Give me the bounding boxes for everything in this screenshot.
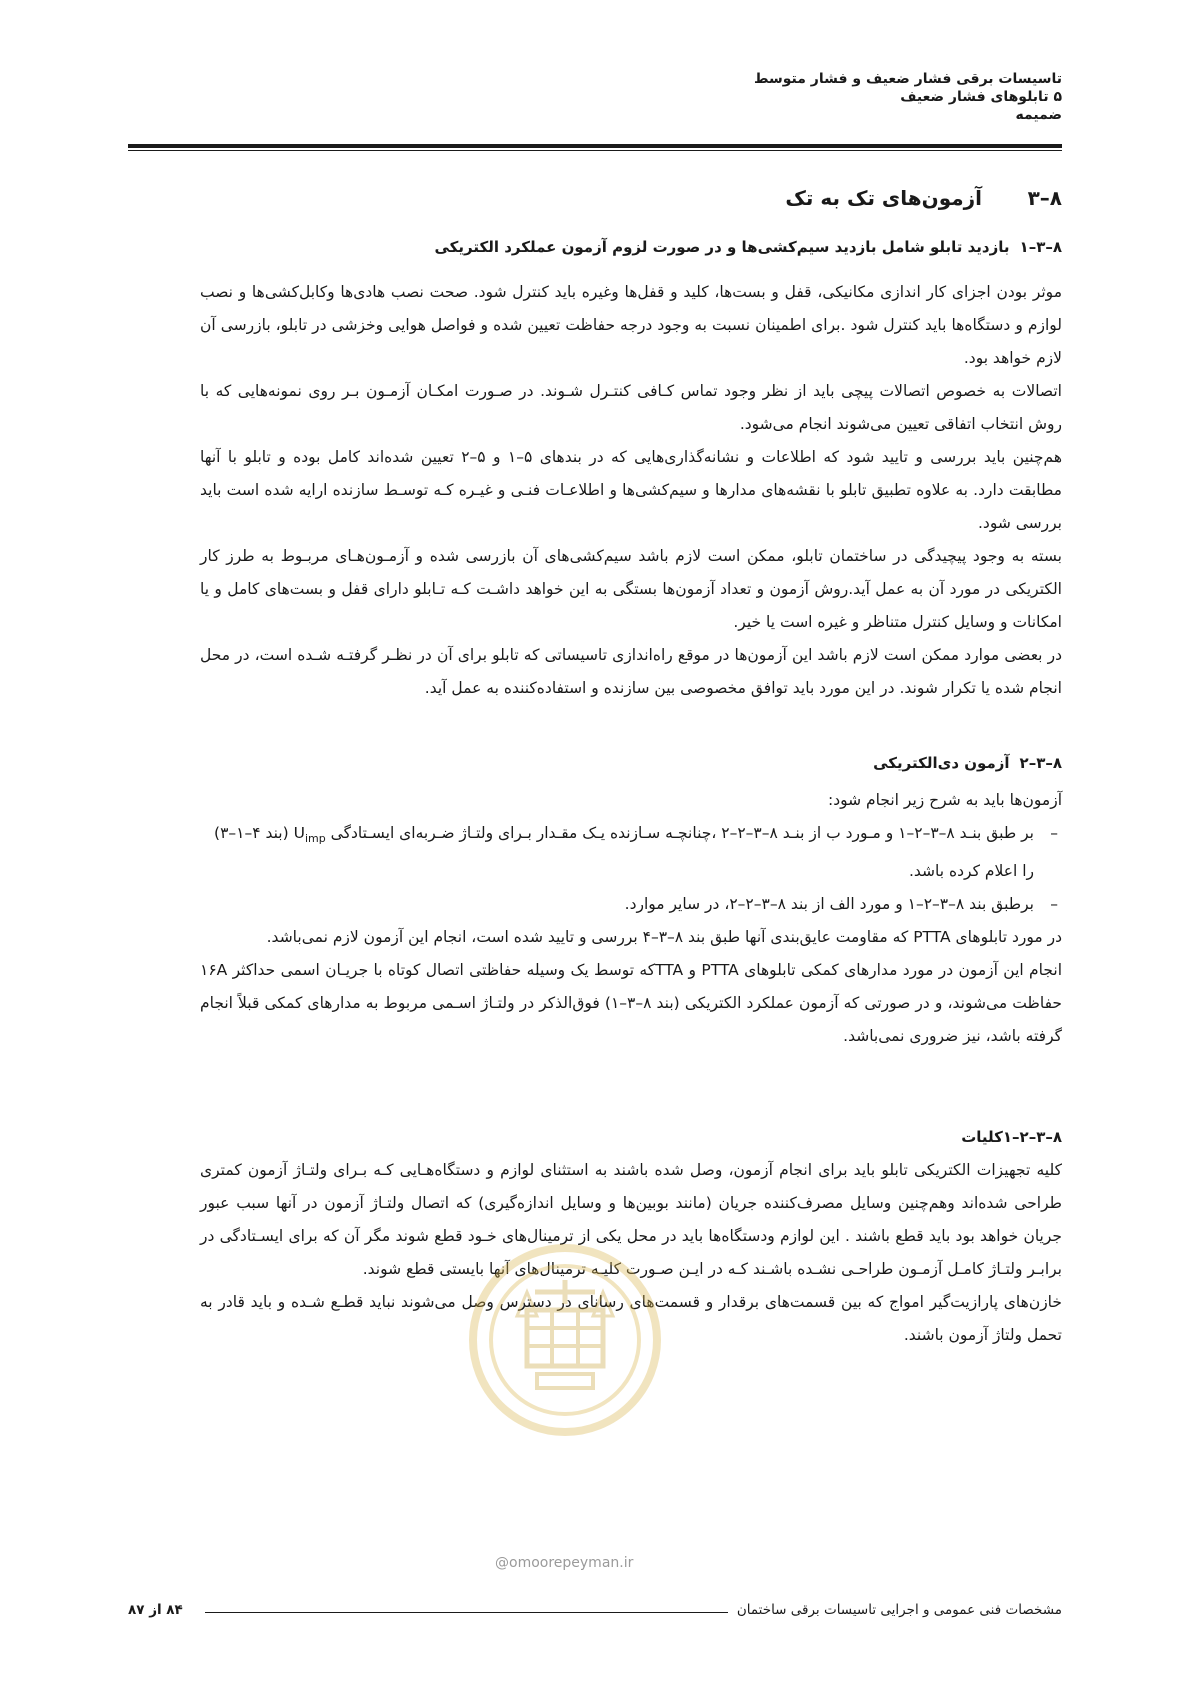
subsection-title-1: بازدید تابلو شامل بازدید سیم‌کشی‌ها و در صورت لزوم آزمون عملکرد الکتریکی xyxy=(434,238,1010,256)
footer-title: مشخصات فنی عمومی و اجرایی تاسیسات برقی ساختمان xyxy=(736,1602,1062,1618)
paragraph: اتصالات به خصوص اتصالات پیچی باید از نظر وجود تماس کـافی کنتـرل شـوند. در صـورت امکـان آزمـون بـر روی نمونه‌هایی که با روش انتخاب اتفاقی تعیین می‌شوند انجام می‌شود. xyxy=(200,382,1062,433)
list-item-text: برطبق بند ۸–۳–۲–۱ و مورد الف از بند ۸–۳–۲–۲، در سایر موارد. xyxy=(624,895,1034,914)
intro-line: آزمون‌ها باید به شرح زیر انجام شود: xyxy=(827,791,1062,809)
header-line-3: ضمیمه xyxy=(1015,107,1062,123)
subsection-number-1: ۸–۳–۱ xyxy=(1019,238,1062,256)
subsection-number-2: ۸–۳–۲ xyxy=(1019,754,1062,772)
subsection-title-3: کلیات xyxy=(961,1128,1003,1146)
list-dash: – xyxy=(1050,824,1058,842)
section-title: آزمون‌های تک به تک xyxy=(785,186,982,210)
page-current: ۸۴ xyxy=(166,1602,183,1618)
watermark-site: omoorepeyman.ir xyxy=(509,1555,634,1571)
header-line-1: تاسیسات برقی فشار ضعیف و فشار متوسط xyxy=(753,71,1062,87)
paragraph: خازن‌های پارازیت‌گیر امواج که بین قسمت‌های برقدار و قسمت‌های رسانای در دسترس وصل می‌شوند نباید قطـع شـده و باید قادر به تحمل ولتاژ آزمون باشند. xyxy=(200,1293,1062,1344)
paragraph: هم‌چنین باید بررسی و تایید شود که اطلاعات و نشانه‌گذاری‌هایی که در بندهای ۵–۱ و ۵–۲ تعیین شده‌اند کامل بوده و تابلو با آنها مطابقت دارد. به علاوه تطبیق تابلو با نقشه‌های مدارها و سیم‌کشی‌ها و اطلاعـات فنـی و غیـره کـه توسـط سازنده ارایه شده است باید بررسی شود. xyxy=(200,448,1062,532)
watermark-logo xyxy=(465,1240,665,1440)
subsection-heading-3 xyxy=(961,1128,1062,1146)
subsection-heading-2 xyxy=(873,754,1062,772)
uimp-subscript: imp xyxy=(304,832,326,846)
watermark-text: @omoorepeyman.ir xyxy=(495,1555,634,1571)
section-number: ۸–۳ xyxy=(1027,186,1062,210)
page-total: ۸۷ xyxy=(128,1602,145,1618)
header-rule-thick xyxy=(128,144,1062,148)
running-header xyxy=(754,70,1062,124)
list-item xyxy=(200,817,1062,888)
subsection-body-1 xyxy=(200,276,1062,705)
paragraph: در بعضی موارد ممکن است لازم باشد این آزمون‌ها در موقع راه‌اندازی تاسیساتی که تابلو برای آن در نظـر گرفتـه شـده است، در محل انجام شده یا تکرار شوند. در این مورد باید توافق مخصوصی بین سازنده و استفاده‌کننده به عمل آید. xyxy=(200,646,1062,697)
subsection-heading-1 xyxy=(435,238,1063,256)
footer-rule xyxy=(205,1612,728,1613)
paragraph: در مورد تابلوهای PTTA که مقاومت عایق‌بندی آنها طبق بند ۸–۳–۴ بررسی و تایید شده است، انجام این آزمون لازم نمی‌باشد. xyxy=(266,928,1062,947)
header-rule-thin xyxy=(128,150,1062,151)
subsection-body-2 xyxy=(200,784,1062,1053)
uimp-symbol xyxy=(293,824,326,846)
list-item-text: بر طبق بنـد ۸–۳–۲–۱ و مـورد ب از بنـد ۸–۳–۲–۲ ،چنانچـه سـازنده یـک مقـدار بـرای ولتـاژ ضـربه‌ای ایسـتادگی xyxy=(330,824,1034,842)
page-number xyxy=(128,1602,183,1618)
paragraph: کلیه تجهیزات الکتریکی تابلو باید برای انجام آزمون، وصل شده باشند به استثنای لوازم و دستگاه‌هـایی کـه بـرای ولتـاژ آزمون کمتری طراحی شده‌اند وهم‌چنین وسایل مصرف‌کننده جریان (مانند بوبین‌ها و وسایل اندازه‌گیری) که اتصال ولتـاژ آزمون در آنها سبب عبور جریان خواهد بود باید قطع باشند . این لوازم ودستگاه‌ها باید در محل یکی از ترمینال‌های خـود قطع شوند مگر آن که برای ایسـتادگی در برابـر ولتـاژ کامـل آزمـون طراحـی نشـده باشـند کـه در ایـن صـورت کلیـه ترمینال‌های آنها بایستی قطع شوند. xyxy=(200,1161,1062,1278)
section-heading xyxy=(785,186,1062,210)
subsection-number-3: ۸–۳–۲–۱ xyxy=(1002,1128,1062,1146)
list-dash: – xyxy=(1050,895,1058,914)
header-line-2: ۵ تابلوهای فشار ضعیف xyxy=(900,89,1062,105)
list-item xyxy=(200,888,1062,921)
page-of: از xyxy=(149,1602,162,1618)
paragraph: موثر بودن اجزای کار اندازی مکانیکی، قفل و بست‌ها، کلید و قفل‌ها وغیره باید کنترل شود. صحت نصب هادی‌ها وکابل‌کشی‌ها و نصب لوازم و دستگاه‌ها باید کنترل شود .برای اطمینان نسبت به وجود درجه حفاظت تعیین شده و فواصل هوایی وخزشی در تابلو، بازرسی آن لازم خواهد بود. xyxy=(200,283,1062,367)
subsection-title-2: آزمون دی‌الکتریکی xyxy=(873,754,1010,772)
paragraph: انجام این آزمون در مورد مدارهای کمکی تابلوهای PTTA و TTAکه توسط یک وسیله حفاظتی اتصال کوتاه با جریـان اسمی حداکثر ۱۶A حفاظت می‌شوند، و در صورتی که آزمون عملکرد الکتریکی (بند ۸–۳–۱) فوق‌الذکر در ولتـاژ اسـمی مربوط به مدارهای کمکی قبلاً انجام گرفته باشد، نیز ضروری نمی‌باشد. xyxy=(200,961,1063,1046)
uimp-letter: U xyxy=(293,824,305,842)
list-item-tail: (بند ۴–۱–۳) را اعلام کرده باشد. xyxy=(214,824,1034,881)
paragraph: بسته به وجود پیچیدگی در ساختمان تابلو، ممکن است لازم باشد سیم‌کشی‌های آن بازرسی شده و آزمـون‌هـای مربـوط به طرز کار الکتریکی در مورد آن به عمل آید.روش آزمون و تعداد آزمون‌ها بستگی به این خواهد داشـت کـه تـابلو دارای قفل و بست‌های کامل و یا امکانات و وسایل کنترل متناظر و غیره است یا خیر. xyxy=(200,547,1062,631)
